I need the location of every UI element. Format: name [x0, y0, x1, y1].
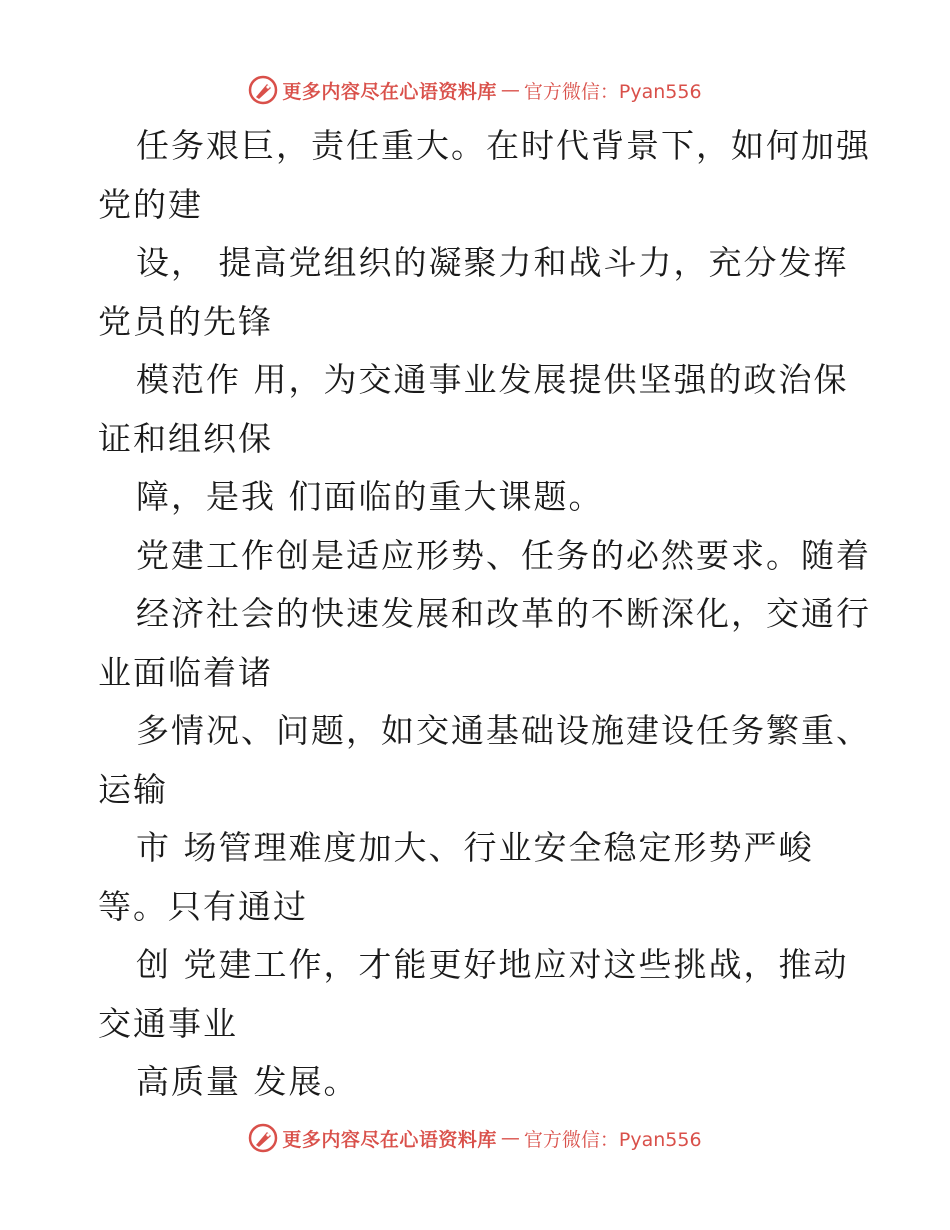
text-line: 任务艰巨，责任重大。在时代背景下，如何加强 — [136, 126, 871, 165]
text-line: 多情况、问题，如交通基础设施建设任务繁重、 — [136, 711, 871, 750]
pen-nib-logo-icon — [248, 1123, 278, 1153]
text-line: 运输 — [98, 769, 168, 809]
footer-banner — [0, 1118, 950, 1158]
text-line: 障，是我 们面临的重大课题。 — [136, 477, 604, 516]
text-line: 证和组织保 — [98, 418, 273, 458]
footer-banner-contact: 官方微信：Pyan556 — [523, 1128, 702, 1151]
footer-banner-title: 更多内容尽在心语资料库 — [282, 1128, 497, 1151]
text-line: 等。只有通过 — [98, 886, 308, 926]
text-line: 高质量 发展。 — [136, 1062, 359, 1101]
text-line: 业面临着诸 — [98, 652, 273, 692]
text-line: 党建工作创是适应形势、任务的必然要求。随着 — [136, 535, 871, 575]
text-line: 经济社会的快速发展和改革的不断深化，交通行 — [136, 594, 871, 633]
text-line: 党的建 — [98, 184, 203, 224]
pen-nib-logo-icon — [248, 75, 278, 105]
text-line: 设， 提高党组织的凝聚力和战斗力，充分发挥 — [136, 243, 849, 282]
header-banner-separator: — — [500, 79, 520, 101]
header-banner-content — [248, 75, 701, 105]
footer-banner-content — [248, 1123, 701, 1153]
text-line: 交通事业 — [98, 1003, 238, 1043]
document-body — [98, 117, 871, 1112]
footer-banner-separator: — — [500, 1127, 520, 1149]
text-line: 模范作 用，为交通事业发展提供坚强的政治保 — [136, 360, 849, 399]
text-line: 创 党建工作，才能更好地应对这些挑战，推动 — [136, 945, 849, 984]
text-line: 市 场管理难度加大、行业安全稳定形势严峻 — [136, 828, 814, 867]
header-banner-contact: 官方微信：Pyan556 — [523, 80, 702, 103]
text-line: 党员的先锋 — [98, 301, 273, 341]
header-banner-title: 更多内容尽在心语资料库 — [282, 80, 497, 103]
header-banner — [0, 70, 950, 110]
